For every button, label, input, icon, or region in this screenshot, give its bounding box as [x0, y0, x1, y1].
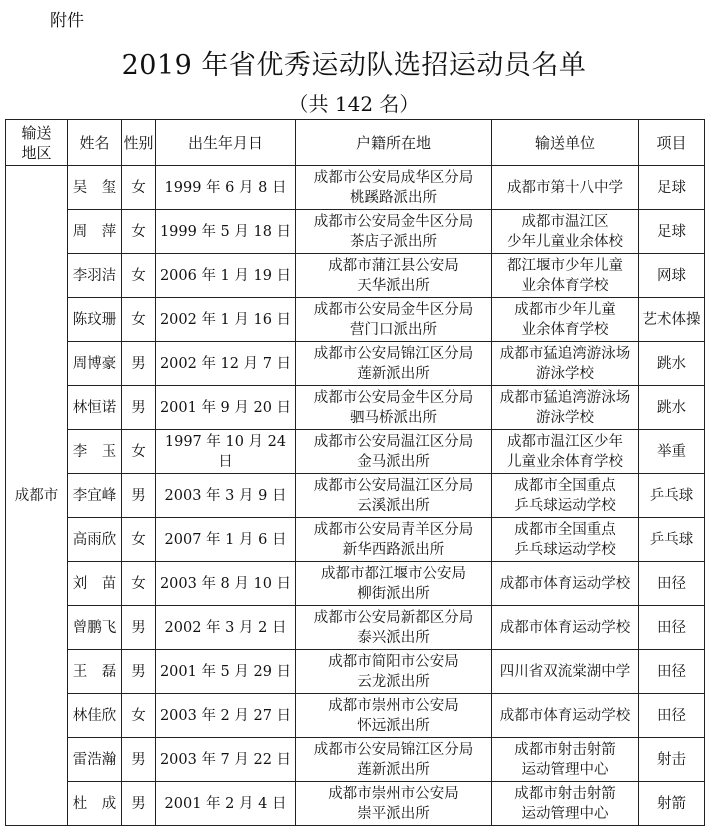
table-row: [6, 562, 705, 606]
sending-unit-cell: 成都市全国重点 乒乓球运动学校: [492, 474, 639, 518]
birth-date-cell: 2002 年 12 月 7 日: [156, 342, 296, 386]
table-row: [6, 386, 705, 430]
gender-cell: 女: [122, 518, 156, 562]
sport-cell: 田径: [639, 650, 705, 694]
header-household-registration: 户籍所在地: [296, 120, 492, 166]
gender-cell: 男: [122, 342, 156, 386]
sending-unit-cell: 成都市少年儿童 业余体育学校: [492, 298, 639, 342]
athlete-name-cell: 刘 苗: [68, 562, 122, 606]
household-registration-cell: 成都市公安局锦江区分局 莲新派出所: [296, 342, 492, 386]
gender-cell: 女: [122, 210, 156, 254]
sending-unit-cell: 成都市第十八中学: [492, 166, 639, 210]
sending-unit-cell: 成都市体育运动学校: [492, 694, 639, 738]
athlete-roster-table: [5, 119, 705, 826]
athlete-name-cell: 林佳欣: [68, 694, 122, 738]
household-registration-cell: 成都市公安局锦江区分局 莲新派出所: [296, 738, 492, 782]
table-row: [6, 430, 705, 474]
household-registration-cell: 成都市公安局成华区分局 桃蹊路派出所: [296, 166, 492, 210]
household-registration-cell: 成都市公安局金牛区分局 营门口派出所: [296, 298, 492, 342]
gender-cell: 男: [122, 782, 156, 826]
table-row: [6, 474, 705, 518]
birth-date-cell: 2003 年 2 月 27 日: [156, 694, 296, 738]
sending-unit-cell: 成都市温江区 少年儿童业余体校: [492, 210, 639, 254]
athlete-name-cell: 王 磊: [68, 650, 122, 694]
household-registration-cell: 成都市简阳市公安局 云龙派出所: [296, 650, 492, 694]
header-row: [6, 120, 705, 166]
sport-cell: 田径: [639, 606, 705, 650]
sending-unit-cell: 成都市猛追湾游泳场 游泳学校: [492, 342, 639, 386]
athlete-name-cell: 林恒诺: [68, 386, 122, 430]
household-registration-cell: 成都市公安局金牛区分局 茶店子派出所: [296, 210, 492, 254]
athlete-name-cell: 陈玟珊: [68, 298, 122, 342]
gender-cell: 女: [122, 298, 156, 342]
sport-cell: 跳水: [639, 386, 705, 430]
household-registration-cell: 成都市崇州市公安局 崇平派出所: [296, 782, 492, 826]
attachment-label: 附件: [50, 11, 84, 31]
header-region-label: 输送 地区: [21, 123, 52, 162]
table-header: [6, 120, 705, 166]
household-registration-cell: 成都市公安局温江区分局 金马派出所: [296, 430, 492, 474]
sport-cell: 网球: [639, 254, 705, 298]
athlete-name-cell: 吴 玺: [68, 166, 122, 210]
sport-cell: 足球: [639, 166, 705, 210]
birth-date-cell: 1999 年 5 月 18 日: [156, 210, 296, 254]
region-cell: 成都市: [6, 166, 68, 826]
birth-date-cell: 2001 年 2 月 4 日: [156, 782, 296, 826]
table-row: [6, 254, 705, 298]
athlete-name-cell: 周博豪: [68, 342, 122, 386]
birth-date-cell: 2001 年 9 月 20 日: [156, 386, 296, 430]
household-registration-cell: 成都市公安局金牛区分局 驷马桥派出所: [296, 386, 492, 430]
sending-unit-cell: 四川省双流棠湖中学: [492, 650, 639, 694]
header-name: 姓名: [68, 120, 122, 166]
household-registration-cell: 成都市都江堰市公安局 柳街派出所: [296, 562, 492, 606]
household-registration-cell: 成都市蒲江县公安局 天华派出所: [296, 254, 492, 298]
household-registration-cell: 成都市公安局新都区分局 泰兴派出所: [296, 606, 492, 650]
sending-unit-cell: 都江堰市少年儿童 业余体育学校: [492, 254, 639, 298]
birth-date-cell: 2003 年 7 月 22 日: [156, 738, 296, 782]
table-row: [6, 738, 705, 782]
athlete-name-cell: 李 玉: [68, 430, 122, 474]
birth-date-cell: 2002 年 1 月 16 日: [156, 298, 296, 342]
sport-cell: 艺术体操: [639, 298, 705, 342]
gender-cell: 女: [122, 562, 156, 606]
header-sending-unit: 输送单位: [492, 120, 639, 166]
sport-cell: 乒乓球: [639, 518, 705, 562]
sending-unit-cell: 成都市体育运动学校: [492, 562, 639, 606]
gender-cell: 男: [122, 386, 156, 430]
header-birth-date: 出生年月日: [156, 120, 296, 166]
sport-cell: 举重: [639, 430, 705, 474]
household-registration-cell: 成都市公安局温江区分局 云溪派出所: [296, 474, 492, 518]
birth-date-cell: 2006 年 1 月 19 日: [156, 254, 296, 298]
table-row: [6, 782, 705, 826]
gender-cell: 女: [122, 430, 156, 474]
sending-unit-cell: 成都市温江区少年 儿童业余体育学校: [492, 430, 639, 474]
document-title: 2019 年省优秀运动队选招运动员名单: [121, 50, 587, 81]
athlete-name-cell: 杜 成: [68, 782, 122, 826]
document-subtitle: （共 142 名）: [288, 92, 420, 116]
sport-cell: 田径: [639, 694, 705, 738]
athlete-name-cell: 周 萍: [68, 210, 122, 254]
table-row: [6, 650, 705, 694]
household-registration-cell: 成都市崇州市公安局 怀远派出所: [296, 694, 492, 738]
gender-cell: 男: [122, 738, 156, 782]
gender-cell: 女: [122, 694, 156, 738]
sending-unit-cell: 成都市射击射箭 运动管理中心: [492, 738, 639, 782]
sport-cell: 射箭: [639, 782, 705, 826]
gender-cell: 男: [122, 474, 156, 518]
table-body: [6, 166, 705, 826]
header-gender: 性别: [122, 120, 156, 166]
sport-cell: 田径: [639, 562, 705, 606]
gender-cell: 女: [122, 166, 156, 210]
athlete-name-cell: 曾鹏飞: [68, 606, 122, 650]
sending-unit-cell: 成都市射击射箭 运动管理中心: [492, 782, 639, 826]
sport-cell: 足球: [639, 210, 705, 254]
table-row: [6, 210, 705, 254]
birth-date-cell: 2007 年 1 月 6 日: [156, 518, 296, 562]
household-registration-cell: 成都市公安局青羊区分局 新华西路派出所: [296, 518, 492, 562]
birth-date-cell: 1999 年 6 月 8 日: [156, 166, 296, 210]
birth-date-cell: 2001 年 5 月 29 日: [156, 650, 296, 694]
table-row: [6, 342, 705, 386]
sending-unit-cell: 成都市体育运动学校: [492, 606, 639, 650]
athlete-name-cell: 雷浩瀚: [68, 738, 122, 782]
sending-unit-cell: 成都市猛追湾游泳场 游泳学校: [492, 386, 639, 430]
birth-date-cell: 1997 年 10 月 24 日: [156, 430, 296, 474]
gender-cell: 男: [122, 650, 156, 694]
sport-cell: 射击: [639, 738, 705, 782]
table-row: [6, 166, 705, 210]
athlete-name-cell: 李羽洁: [68, 254, 122, 298]
table-row: [6, 694, 705, 738]
gender-cell: 女: [122, 254, 156, 298]
sport-cell: 乒乓球: [639, 474, 705, 518]
table-row: [6, 606, 705, 650]
birth-date-cell: 2003 年 3 月 9 日: [156, 474, 296, 518]
athlete-name-cell: 高雨欣: [68, 518, 122, 562]
header-region: [6, 120, 68, 166]
gender-cell: 男: [122, 606, 156, 650]
header-sport: 项目: [639, 120, 705, 166]
table-row: [6, 298, 705, 342]
table-row: [6, 518, 705, 562]
athlete-name-cell: 李宜峰: [68, 474, 122, 518]
sending-unit-cell: 成都市全国重点 乒乓球运动学校: [492, 518, 639, 562]
sport-cell: 跳水: [639, 342, 705, 386]
birth-date-cell: 2002 年 3 月 2 日: [156, 606, 296, 650]
birth-date-cell: 2003 年 8 月 10 日: [156, 562, 296, 606]
